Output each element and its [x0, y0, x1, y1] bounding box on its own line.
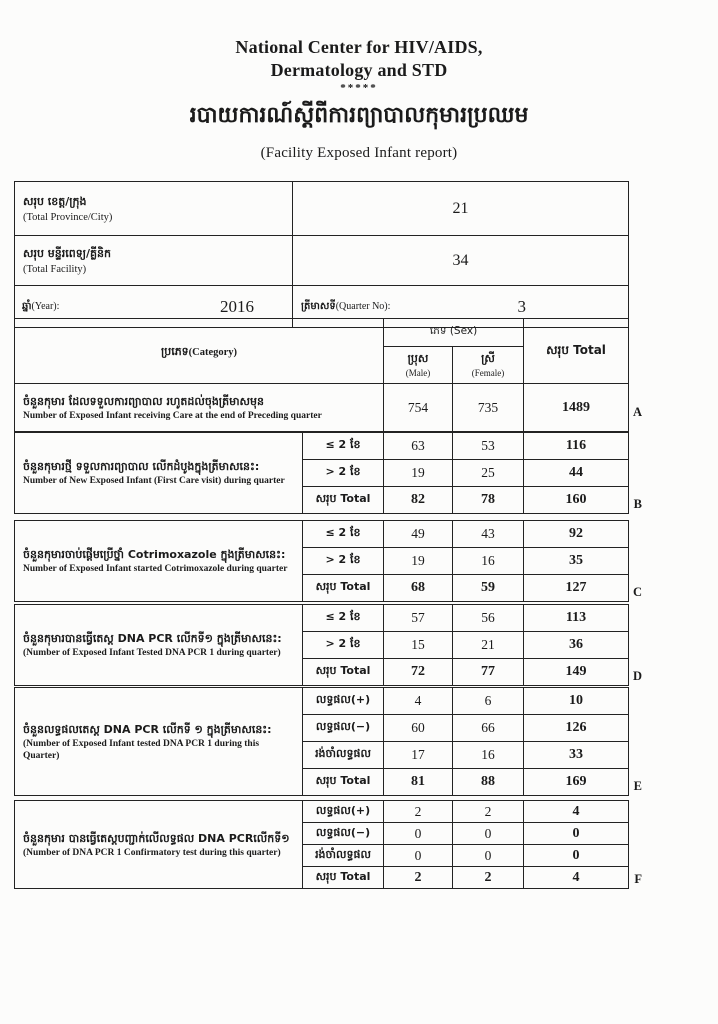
female-value: 77 [453, 659, 524, 686]
male-value: 68 [384, 575, 453, 602]
female-value: 2 [453, 867, 524, 889]
section-d [14, 604, 642, 686]
female-value: 59 [453, 575, 524, 602]
row-label: សរុប Total [303, 575, 384, 602]
document-header [0, 36, 718, 162]
section-letter: E [633, 779, 642, 793]
row-label: លទ្ធផល(+) [303, 801, 384, 823]
section-d-label: ចំនួនកុមារបានធ្វើតេស្ត DNA PCR លើកទី១ ក្នុងត្រីមាសនេះ: (Number of Exposed Infant Tested DNA PCR 1 during quarter) [15, 605, 303, 686]
section-e-table [14, 687, 629, 796]
section-letter: A [632, 405, 642, 419]
facility-label [15, 236, 293, 286]
section-f [14, 800, 642, 889]
row-label: លទ្ធផល(−) [303, 715, 384, 742]
table-row [15, 605, 629, 632]
table-row [15, 801, 629, 823]
section-b-label: ចំនួនកុមារថ្មី ទទួលការព្យាបាល លើកដំបូងក្នុងត្រីមាសនេះ: Number of New Exposed Infant (First Care visit) during quarter [15, 433, 303, 514]
female-value: 88 [453, 769, 524, 796]
facility-value: 34 [293, 236, 629, 286]
total-value: 1489 [524, 384, 629, 432]
total-value: 35 [524, 548, 629, 575]
row-label: > 2 ខែ [303, 548, 384, 575]
male-value: 754 [384, 384, 453, 432]
total-value: 169 [524, 769, 629, 796]
row-label: សរុប Total [303, 769, 384, 796]
org-name-line2: Dermatology and STD [270, 59, 448, 80]
row-a-label: ចំនួនកុមារ ដែលទទួលការព្យាបាល រហូតដល់ចុងត្រីមាសមុន Number of Exposed Infant receiving Care at the end of Preceding quarter [15, 384, 384, 432]
year-label: ឆ្នាំ(Year): [22, 300, 60, 312]
female-value: 16 [453, 742, 524, 769]
section-d-table [14, 604, 629, 686]
male-value: 0 [384, 823, 453, 845]
male-value: 2 [384, 801, 453, 823]
female-value: 16 [453, 548, 524, 575]
male-value: 2 [384, 867, 453, 889]
row-label: លទ្ធផល(−) [303, 823, 384, 845]
province-label-english: (Total Province/City) [23, 211, 113, 223]
section-e [14, 687, 642, 796]
female-value: 66 [453, 715, 524, 742]
facility-label-english: (Total Facility) [23, 263, 87, 275]
male-value: 0 [384, 845, 453, 867]
female-value: 53 [453, 433, 524, 460]
male-value: 17 [384, 742, 453, 769]
male-value: 19 [384, 548, 453, 575]
row-label: រង់ចាំលទ្ធផល [303, 742, 384, 769]
section-a [14, 318, 642, 432]
female-value: 56 [453, 605, 524, 632]
table-row [15, 688, 629, 715]
section-f-table [14, 800, 629, 889]
male-value: 15 [384, 632, 453, 659]
female-value: 0 [453, 823, 524, 845]
male-value: 81 [384, 769, 453, 796]
total-value: 0 [524, 823, 629, 845]
row-label: ≤ 2 ខែ [303, 433, 384, 460]
male-value: 49 [384, 521, 453, 548]
info-row-facility [15, 236, 629, 286]
row-label: សរុប Total [303, 659, 384, 686]
male-value: 57 [384, 605, 453, 632]
table-row [15, 521, 629, 548]
section-f-label: ចំនួនកុមារ បានធ្វើតេស្តបញ្ជាក់លើលទ្ធផល DNA PCRលើកទី១ (Number of DNA PCR 1 Confirmatory test during this quarter) [15, 801, 303, 889]
male-value: 82 [384, 487, 453, 514]
female-value: 2 [453, 801, 524, 823]
total-value: 126 [524, 715, 629, 742]
female-header: ស្រី (Female) [453, 347, 524, 384]
info-row-province [15, 182, 629, 236]
row-label: > 2 ខែ [303, 460, 384, 487]
star-separator: ***** [340, 82, 378, 94]
org-name-line1: National Center for HIV/AIDS, [235, 37, 483, 57]
table-row [15, 433, 629, 460]
total-value: 149 [524, 659, 629, 686]
section-c [14, 520, 642, 602]
report-title-khmer: របាយការណ៍ស្តីពីការព្យាបាលកុមារប្រឈម [189, 103, 529, 128]
section-b [14, 432, 642, 514]
total-value: 92 [524, 521, 629, 548]
section-letter: B [633, 497, 642, 511]
category-header: ប្រភេទ(Category) [15, 319, 384, 384]
table-row [15, 384, 629, 432]
row-label: រង់ចាំលទ្ធផល [303, 845, 384, 867]
report-subtitle: (Facility Exposed Infant report) [260, 145, 458, 161]
total-value: 127 [524, 575, 629, 602]
total-value: 36 [524, 632, 629, 659]
female-value: 43 [453, 521, 524, 548]
section-c-table [14, 520, 629, 602]
row-label: សរុប Total [303, 867, 384, 889]
info-table [14, 181, 629, 328]
row-label: សរុប Total [303, 487, 384, 514]
total-value: 33 [524, 742, 629, 769]
female-value: 25 [453, 460, 524, 487]
section-e-label: ចំនួនលទ្ធផលតេស្ត DNA PCR លើកទី ១ ក្នុងត្រីមាសនេះ: (Number of Exposed Infant tested DNA PCR 1 during this Quarter) [15, 688, 303, 796]
province-value: 21 [293, 182, 629, 236]
year-value: 2016 [220, 296, 254, 316]
total-value: 10 [524, 688, 629, 715]
male-value: 72 [384, 659, 453, 686]
main-table [14, 318, 629, 432]
male-value: 60 [384, 715, 453, 742]
total-value: 4 [524, 801, 629, 823]
section-letter: C [632, 585, 642, 599]
male-value: 63 [384, 433, 453, 460]
male-value: 4 [384, 688, 453, 715]
male-value: 19 [384, 460, 453, 487]
total-value: 113 [524, 605, 629, 632]
female-value: 21 [453, 632, 524, 659]
total-value: 4 [524, 867, 629, 889]
section-b-table [14, 432, 629, 514]
row-label: > 2 ខែ [303, 632, 384, 659]
female-value: 0 [453, 845, 524, 867]
quarter-value: 3 [517, 296, 526, 316]
female-value: 78 [453, 487, 524, 514]
total-value: 44 [524, 460, 629, 487]
province-label [15, 182, 293, 236]
female-value: 6 [453, 688, 524, 715]
total-value: 0 [524, 845, 629, 867]
sex-header: ភេទ (Sex) [384, 319, 524, 347]
facility-label-khmer: សរុប មន្ទីរពេទ្យ/គ្លីនិក [23, 246, 111, 260]
total-value: 116 [524, 433, 629, 460]
total-value: 160 [524, 487, 629, 514]
quarter-label: ត្រីមាសទី(Quarter No): [301, 300, 391, 312]
section-c-label: ចំនួនកុមារចាប់ផ្តើមប្រើថ្នាំ Cotrimoxazole ក្នុងត្រីមាសនេះ: Number of Exposed Infant started Cotrimoxazole during quarter [15, 521, 303, 602]
province-label-khmer: សរុប ខេត្ត/ក្រុង [23, 194, 87, 208]
section-letter: F [634, 872, 642, 886]
row-label: ≤ 2 ខែ [303, 521, 384, 548]
total-column-header: សរុប Total [524, 319, 629, 384]
female-value: 735 [453, 384, 524, 432]
male-header: ប្រុស (Male) [384, 347, 453, 384]
row-label: លទ្ធផល(+) [303, 688, 384, 715]
section-letter: D [632, 669, 642, 683]
row-label: ≤ 2 ខែ [303, 605, 384, 632]
